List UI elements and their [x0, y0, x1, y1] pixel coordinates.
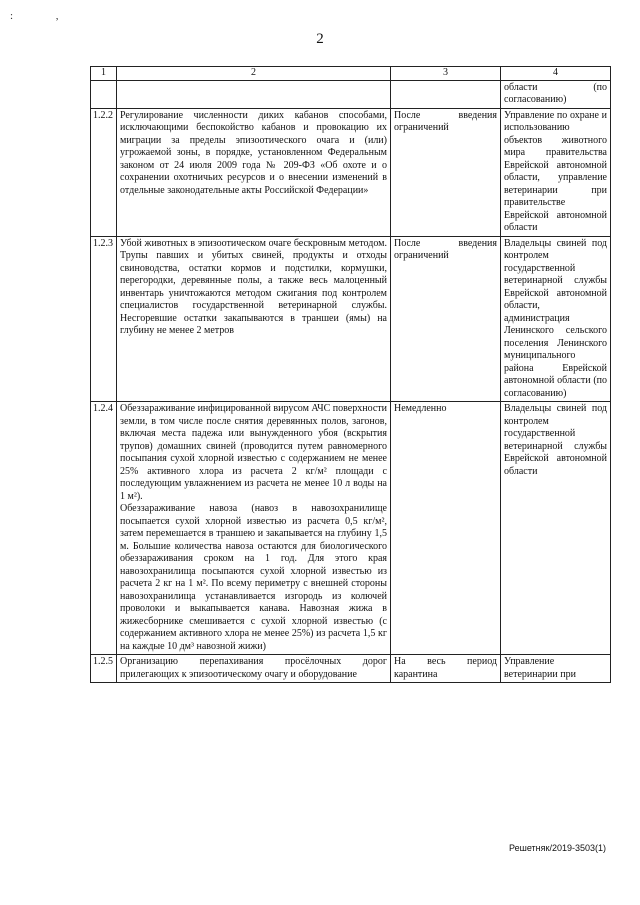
row-term: После введения ограничений	[391, 236, 501, 402]
row-responsible: Владельцы свиней под контролем государственной ветеринарной службы Еврейской автономной области, администрация Ленинского сельского поселения Ленинского муниципального района Еврейской автономной области (по согласованию)	[501, 236, 611, 402]
row-number: 1.2.4	[91, 402, 117, 655]
row-measure: Организацию перепахивания просёлочных дорог прилегающих к эпизоотическому очагу и оборудование	[117, 655, 391, 683]
row-number	[91, 80, 117, 108]
row-responsible: Управление ветеринарии при	[501, 655, 611, 683]
measure-paragraph: Обеззараживание инфицированной вирусом АЧС поверхности земли, в том числе после снятия деревянных полов, загонов, включая места падежа или вынужденного убоя (вскрытия трупов) домашних свиней (проводится путем равномерного посыпания сухой хлорной известью с содержанием не менее 25% активного хлора из расчета 2 кг/м² площади с последующим увлажнением из расчета не менее 10 л воды на 1 м²).	[120, 403, 387, 502]
row-number: 1.2.2	[91, 108, 117, 236]
row-number: 1.2.5	[91, 655, 117, 683]
scan-marks: : ,	[10, 10, 79, 22]
table-row	[91, 402, 611, 655]
row-measure: Регулирование численности диких кабанов способами, исключающими беспокойство кабанов и провокацию их миграции за пределы эпизоотического очага и (или) угрожаемой зоны, в порядке, установленном Федеральным законом от 24 июля 2009 года № 209-ФЗ «Об охоте и о сохранении охотничьих ресурсов и о внесении изменений в отдельные законодательные акты Российской Федерации»	[117, 108, 391, 236]
row-responsible: области (по согласованию)	[501, 80, 611, 108]
table-row	[91, 236, 611, 402]
row-term: На весь период карантина	[391, 655, 501, 683]
row-term: Немедленно	[391, 402, 501, 655]
header-col-1: 1	[91, 67, 117, 81]
row-number: 1.2.3	[91, 236, 117, 402]
table-row	[91, 108, 611, 236]
row-measure	[117, 402, 391, 655]
row-measure: Убой животных в эпизоотическом очаге бескровным методом. Трупы павших и убитых свиней, продукты и отходы свиноводства, остатки кормов и подстилки, кормушки, перегородки, деревянные полы, а также весь малоценный инвентарь уничтожаются методом сжигания под контролем специалистов государственной ветеринарной службы. Несгоревшие остатки закапываются в траншеи (ямы) на глубину не менее 2 метров	[117, 236, 391, 402]
header-col-4: 4	[501, 67, 611, 81]
header-col-3: 3	[391, 67, 501, 81]
table-row	[91, 655, 611, 683]
table-row	[91, 80, 611, 108]
measure-paragraph: Обеззараживание навоза (навоз в навозохранилище посыпается сухой хлорной известью из расчета 0,5 кг/м², затем перемешается в траншею и закапывается на глубину 1,5 м. Большие количества навоза остаются для биологического обеззараживания сроком на 1 год. Для этого края навозохранилища посыпаются сухой хлорной известью из расчета 2 кг на 1 м². По всему периметру с внешней стороны навозохранилища устанавливается изгородь из колючей проволоки и выкапывается канава. Навозная жижа в жижесборнике смешивается с сухой хлорной известью (с содержанием активного хлора не менее 25%) из расчета 1,5 кг на каждые 10 дм³ навозной жижи)	[120, 503, 387, 652]
measures-table	[90, 66, 611, 683]
page-number: 2	[316, 31, 324, 47]
row-measure	[117, 80, 391, 108]
row-term: После введения ограничений	[391, 108, 501, 236]
table-header-row	[91, 67, 611, 81]
header-col-2: 2	[117, 67, 391, 81]
row-term	[391, 80, 501, 108]
row-responsible: Управление по охране и использованию объектов животного мира правительства Еврейской автономной области, управление ветеринарии при правительстве Еврейской автономной области	[501, 108, 611, 236]
row-responsible: Владельцы свиней под контролем государственной ветеринарной службы Еврейской автономной области	[501, 402, 611, 655]
document-signature: Решетняк/2019-3503(1)	[509, 843, 606, 853]
